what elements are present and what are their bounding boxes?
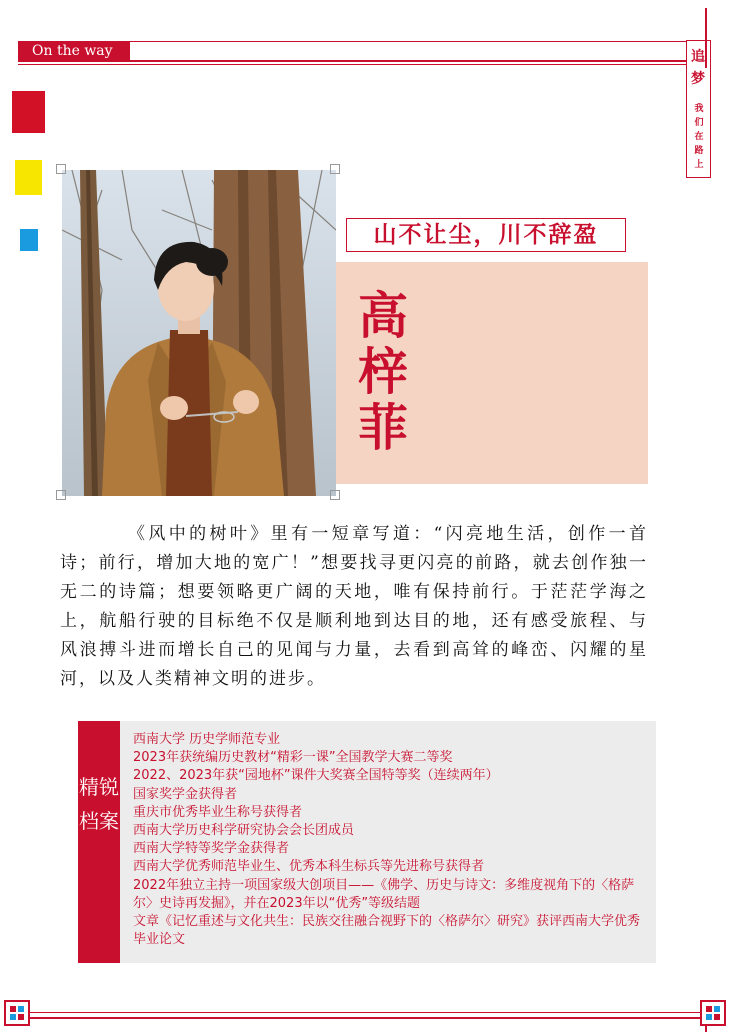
footer-rule-thin bbox=[30, 1012, 700, 1013]
archive-tag bbox=[78, 721, 120, 963]
side-subtitle: 我们在路上 bbox=[694, 104, 704, 170]
motto: 山不让尘，川不辞盈 bbox=[373, 221, 599, 248]
footer-pattern-left bbox=[4, 1000, 30, 1026]
archive-item: 2022年独立主持一项国家级大创项目——《佛学、历史与诗文：多维度视角下的〈格萨尔〉史诗再发掘》，并在2023年以“优秀”等级结题 bbox=[133, 877, 635, 911]
archive-item: 2022、2023年获“园地杯”课件大奖赛全国特等奖（连续两年） bbox=[133, 768, 499, 784]
archive-item: 西南大学优秀师范毕业生、优秀本科生标兵等先进称号获得者 bbox=[133, 859, 485, 875]
archive-item: 西南大学历史科学研究协会会长团成员 bbox=[133, 823, 355, 839]
person-name: 高梓菲 bbox=[358, 286, 408, 457]
profile-photo bbox=[62, 170, 336, 496]
header-rule-top bbox=[130, 41, 686, 42]
deco-red-block bbox=[12, 91, 45, 133]
footer-rule-main bbox=[30, 1017, 700, 1019]
header-rule-main bbox=[18, 60, 686, 62]
photo-corner-bl bbox=[56, 490, 66, 500]
portrait-illustration bbox=[62, 170, 336, 496]
intro-paragraph: 《风中的树叶》里有一短章写道：“闪亮地生活，创作一首诗；前行，增加大地的宽广！”想要找寻更闪亮的前路，就去创作独一无二的诗篇；想要领略更广阔的天地，唯有保持前行。于茫茫学海之上，航船行驶的目标绝不仅是顺利地到达目的地，还有感受旅程、与风浪搏斗进而增长自己的见闻与力量，去看到高耸的峰峦、闪耀的星河，以及人类精神文明的进步。 bbox=[60, 524, 648, 689]
side-title: 追梦 bbox=[691, 49, 705, 87]
header-rule-thin bbox=[18, 64, 686, 65]
header-tag: On the way bbox=[18, 41, 130, 61]
photo-corner-tr bbox=[330, 164, 340, 174]
archive-item: 重庆市优秀毕业生称号获得者 bbox=[133, 804, 303, 820]
archive-item: 西南大学特等奖学金获得者 bbox=[133, 841, 290, 857]
archive-item: 2023年获统编历史教材“精彩一课”全国教学大赛二等奖 bbox=[133, 750, 453, 766]
photo-corner-tl bbox=[56, 164, 66, 174]
archive-label: 精锐档案 bbox=[79, 775, 119, 833]
photo-corner-br bbox=[330, 490, 340, 500]
footer-pattern-right bbox=[700, 1000, 726, 1026]
archive-item: 西南大学 历史学师范专业 bbox=[133, 732, 281, 747]
deco-yellow-block bbox=[15, 160, 42, 195]
deco-blue-block bbox=[20, 229, 38, 251]
archive-item: 国家奖学金获得者 bbox=[133, 786, 238, 802]
archive-list bbox=[133, 731, 643, 949]
archive-item: 文章《记忆重述与文化共生：民族交往融合视野下的〈格萨尔〉研究》获评西南大学优秀毕业论文 bbox=[133, 914, 641, 948]
